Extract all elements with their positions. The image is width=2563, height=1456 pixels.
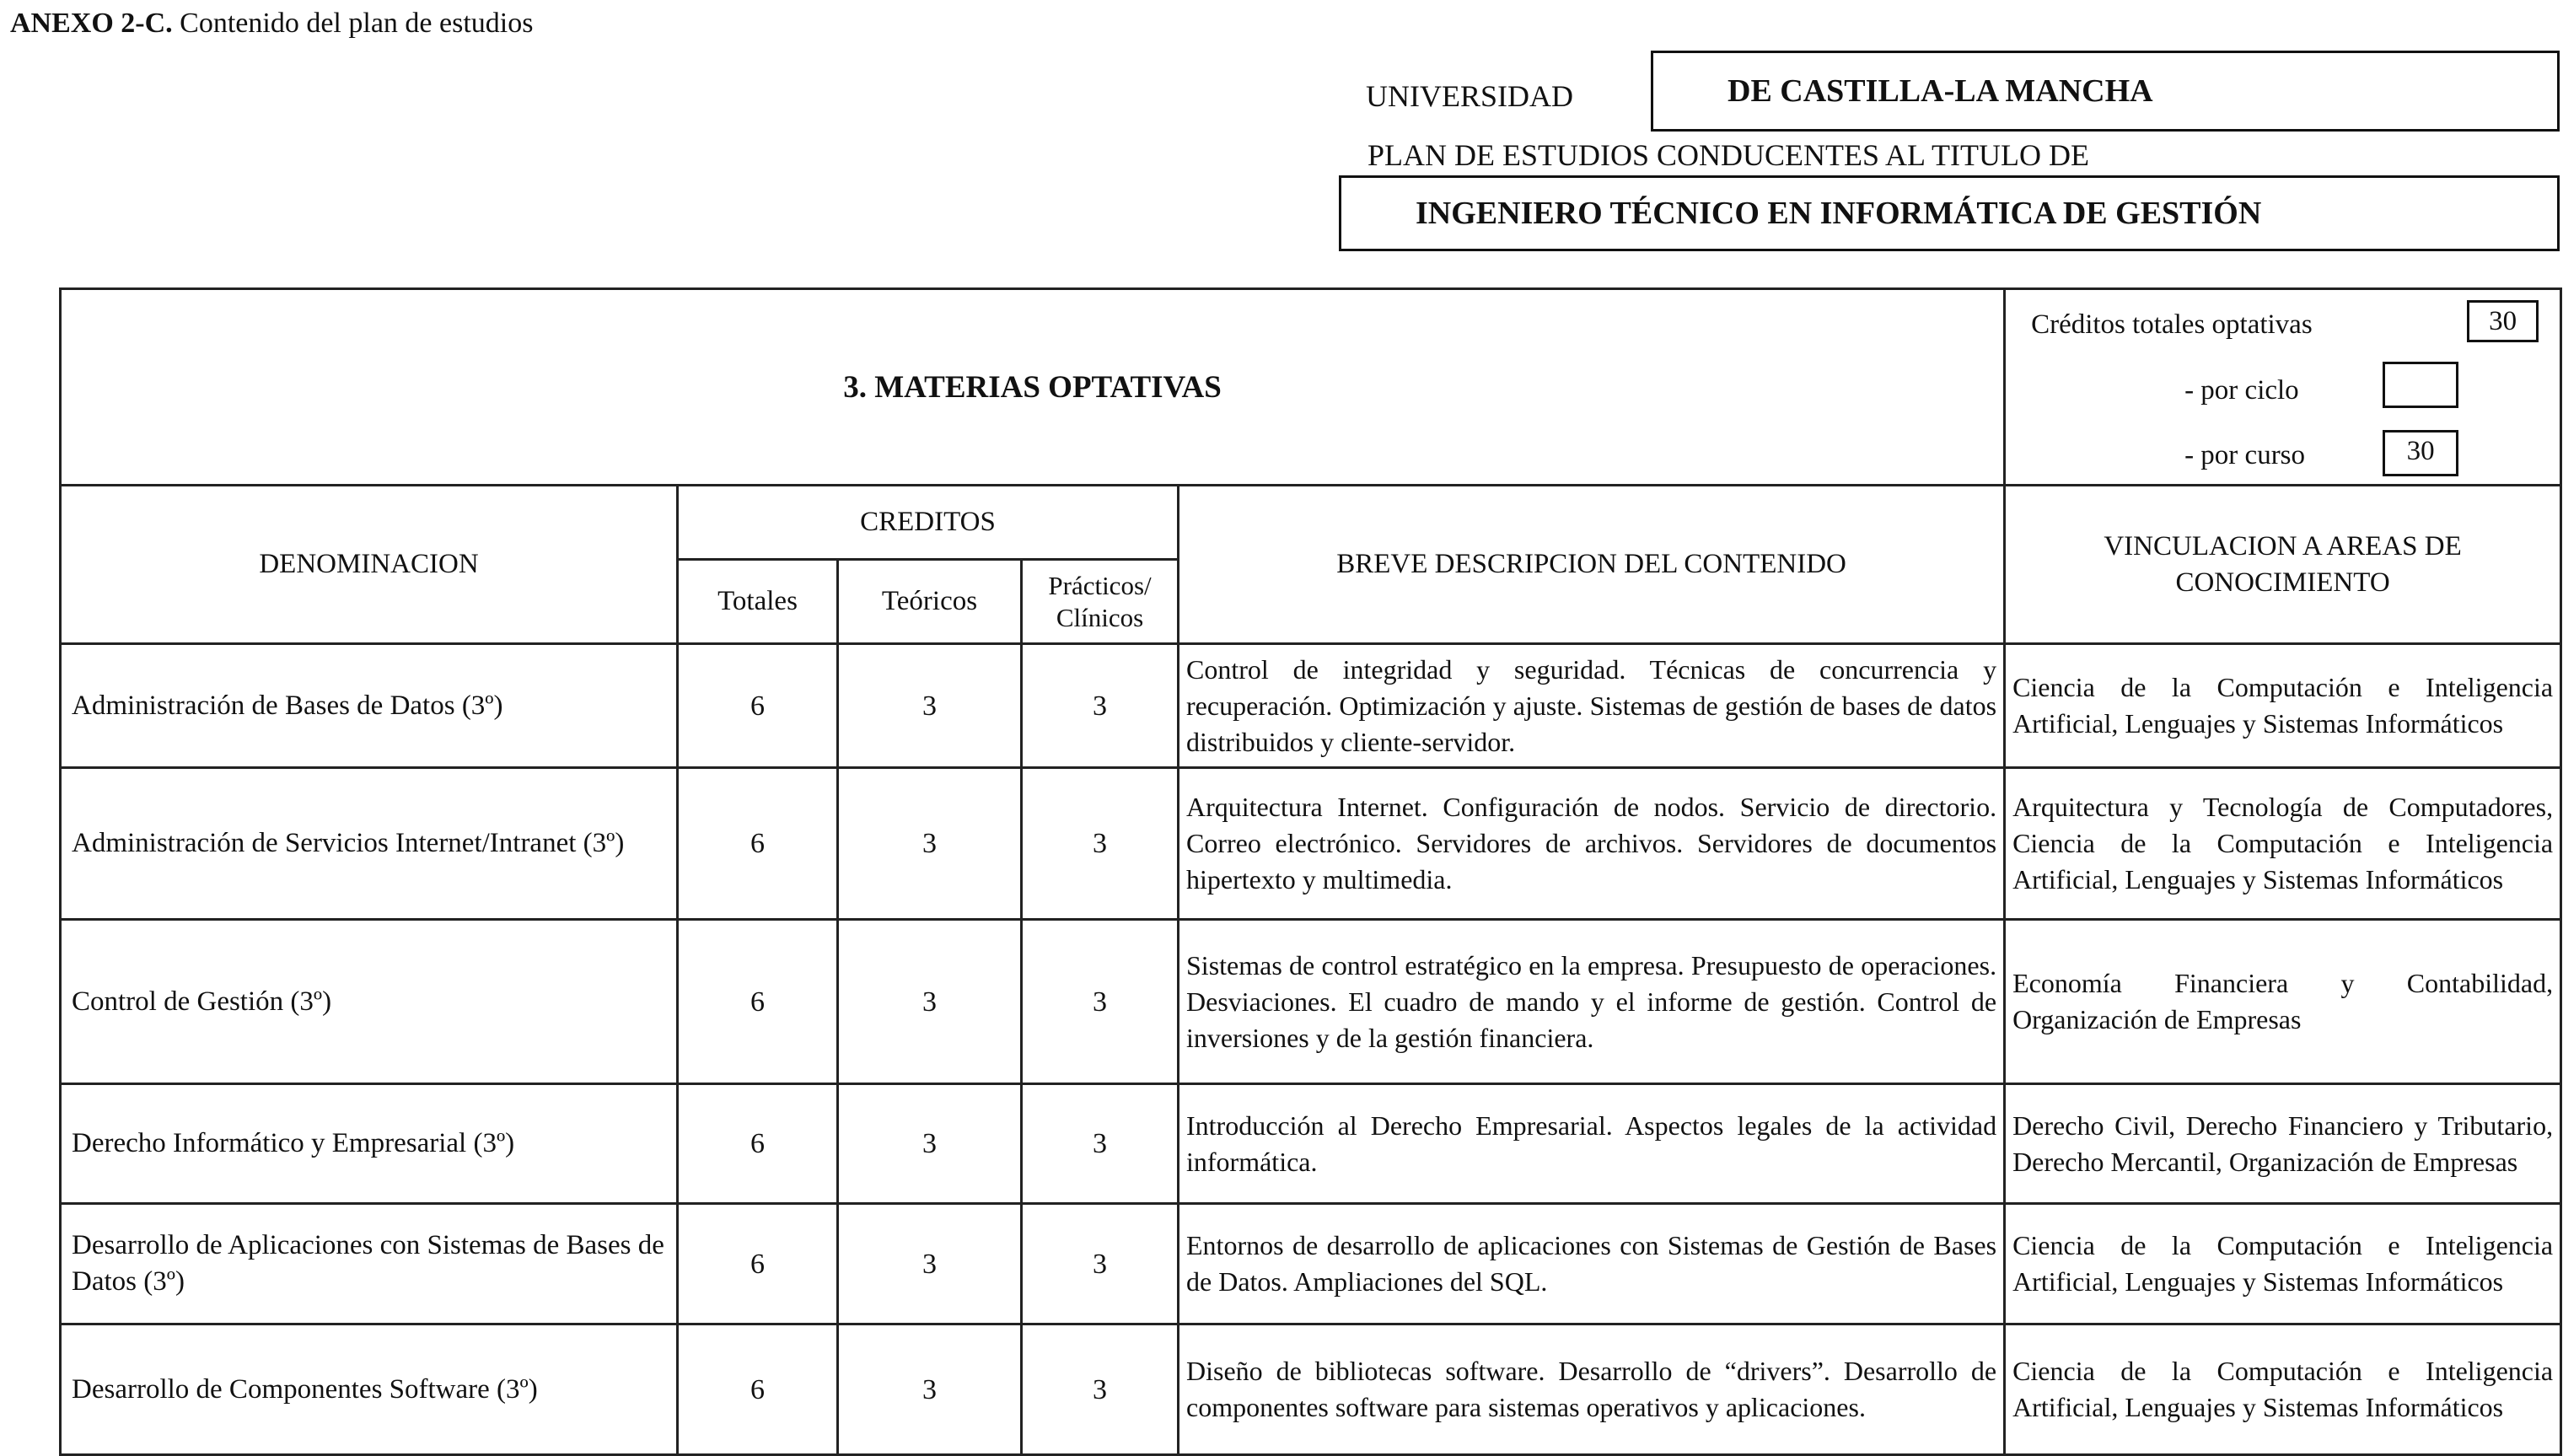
table-row <box>61 768 2561 920</box>
subject-name: Desarrollo de Aplicaciones con Sistemas de Bases de Datos (3º) <box>61 1204 678 1324</box>
col-vinculacion <box>2005 486 2561 644</box>
table-row <box>61 1324 2561 1455</box>
annex-heading <box>10 5 533 42</box>
credits-practice: 3 <box>1022 1204 1179 1324</box>
credits-total: 6 <box>678 920 838 1084</box>
credits-total: 6 <box>678 768 838 920</box>
credits-theory: 3 <box>838 920 1022 1084</box>
knowledge-areas: Ciencia de la Computación e Inteligencia Artificial, Lenguajes y Sistemas Informáticos <box>2005 644 2561 768</box>
credits-total: 6 <box>678 1084 838 1204</box>
credits-total: 6 <box>678 1204 838 1324</box>
table-row <box>61 644 2561 768</box>
subject-description: Sistemas de control estratégico en la empresa. Presupuesto de operaciones. Desviaciones. El cuadro de mando y el informe de gestión. Control de inversiones y de la gestión financiera. <box>1179 920 2005 1084</box>
total-optional-label: Créditos totales optativas <box>2031 309 2313 340</box>
col-practicos-line1: Prácticos/ <box>1048 570 1152 600</box>
per-cycle-label: - por ciclo <box>2184 375 2299 406</box>
credits-practice: 3 <box>1022 644 1179 768</box>
per-course-value: 30 <box>2383 430 2458 476</box>
subject-name: Control de Gestión (3º) <box>61 920 678 1084</box>
per-cycle-value <box>2383 362 2458 408</box>
optional-subjects-table <box>59 287 2562 1456</box>
subject-name: Desarrollo de Componentes Software (3º) <box>61 1324 678 1455</box>
subject-name: Derecho Informático y Empresarial (3º) <box>61 1084 678 1204</box>
knowledge-areas: Arquitectura y Tecnología de Computadores, Ciencia de la Computación e Inteligencia Artificial, Lenguajes y Sistemas Informáticos <box>2005 768 2561 920</box>
degree-title-box <box>1339 175 2560 251</box>
university-value-box <box>1651 51 2560 132</box>
section-header-row <box>61 289 2561 486</box>
col-teoricos: Teóricos <box>838 560 1022 644</box>
subject-description: Arquitectura Internet. Configuración de nodos. Servicio de directorio. Correo electrónico. Servidores de archivos. Servidores de documentos hipertexto y multimedia. <box>1179 768 2005 920</box>
subject-name: Administración de Bases de Datos (3º) <box>61 644 678 768</box>
credits-total: 6 <box>678 644 838 768</box>
credits-summary <box>2005 289 2561 486</box>
degree-title: INGENIERO TÉCNICO EN INFORMÁTICA DE GESTIÓN <box>1416 196 2262 231</box>
per-course-label: - por curso <box>2184 440 2306 470</box>
plan-label: PLAN DE ESTUDIOS CONDUCENTES AL TITULO DE <box>1367 138 2089 172</box>
col-practicos-line2: Clínicos <box>1056 602 1144 632</box>
credits-total: 6 <box>678 1324 838 1455</box>
credits-practice: 3 <box>1022 1084 1179 1204</box>
credits-theory: 3 <box>838 644 1022 768</box>
university-value: DE CASTILLA-LA MANCHA <box>1727 73 2153 109</box>
credits-practice: 3 <box>1022 920 1179 1084</box>
knowledge-areas: Derecho Civil, Derecho Financiero y Tributario, Derecho Mercantil, Organización de Empresas <box>2005 1084 2561 1204</box>
subject-description: Entornos de desarrollo de aplicaciones con Sistemas de Gestión de Bases de Datos. Ampliaciones del SQL. <box>1179 1204 2005 1324</box>
credits-practice: 3 <box>1022 1324 1179 1455</box>
table-row <box>61 1204 2561 1324</box>
credits-theory: 3 <box>838 1084 1022 1204</box>
university-label: UNIVERSIDAD <box>1366 79 1573 113</box>
credits-theory: 3 <box>838 1204 1022 1324</box>
annex-label: ANEXO 2-C. <box>10 8 173 39</box>
credits-theory: 3 <box>838 1324 1022 1455</box>
knowledge-areas: Ciencia de la Computación e Inteligencia Artificial, Lenguajes y Sistemas Informáticos <box>2005 1324 2561 1455</box>
credits-theory: 3 <box>838 768 1022 920</box>
section-title: 3. MATERIAS OPTATIVAS <box>61 289 2005 486</box>
col-vinculacion-line1: VINCULACION A AREAS DE <box>2104 530 2462 561</box>
col-practicos <box>1022 560 1179 644</box>
total-optional-value: 30 <box>2467 300 2539 342</box>
column-header-row-1 <box>61 486 2561 560</box>
col-totales: Totales <box>678 560 838 644</box>
col-denominacion: DENOMINACION <box>61 486 678 644</box>
col-descripcion: BREVE DESCRIPCION DEL CONTENIDO <box>1179 486 2005 644</box>
subject-name: Administración de Servicios Internet/Intranet (3º) <box>61 768 678 920</box>
table-row <box>61 920 2561 1084</box>
subject-description: Control de integridad y seguridad. Técnicas de concurrencia y recuperación. Optimización y ajuste. Sistemas de gestión de bases de datos distribuidos y cliente-servidor. <box>1179 644 2005 768</box>
credits-practice: 3 <box>1022 768 1179 920</box>
col-vinculacion-line2: CONOCIMIENTO <box>2175 567 2390 598</box>
subject-description: Diseño de bibliotecas software. Desarrollo de “drivers”. Desarrollo de componentes software para sistemas operativos y aplicaciones. <box>1179 1324 2005 1455</box>
knowledge-areas: Ciencia de la Computación e Inteligencia Artificial, Lenguajes y Sistemas Informáticos <box>2005 1204 2561 1324</box>
col-creditos: CREDITOS <box>678 486 1179 560</box>
annex-subtitle: Contenido del plan de estudios <box>172 8 534 39</box>
knowledge-areas: Economía Financiera y Contabilidad, Organización de Empresas <box>2005 920 2561 1084</box>
table-row <box>61 1084 2561 1204</box>
subject-description: Introducción al Derecho Empresarial. Aspectos legales de la actividad informática. <box>1179 1084 2005 1204</box>
